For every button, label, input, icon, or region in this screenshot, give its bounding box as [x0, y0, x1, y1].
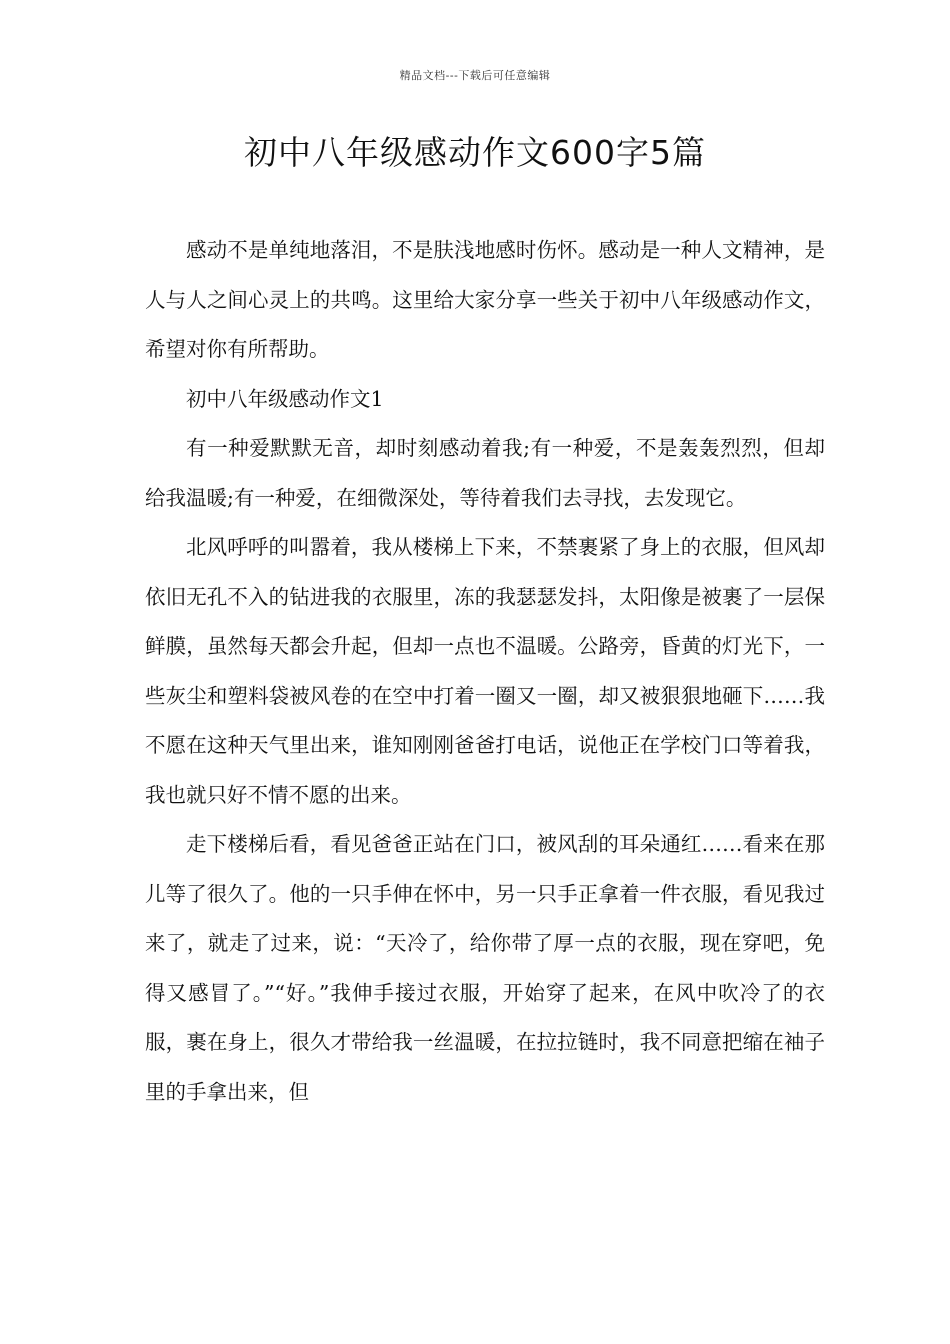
body-paragraph: 北风呼呼的叫嚣着，我从楼梯上下来，不禁裹紧了身上的衣服，但风却依旧无孔不入的钻进我的衣服里，冻的我瑟瑟发抖，太阳像是被裹了一层保鲜膜，虽然每天都会升起，但却一点也不温暖。公路旁，昏黄的灯光下，一些灰尘和塑料袋被风卷的在空中打着一圈又一圈，却又被狠狠地砸下……我不愿在这种天气里出来，谁知刚刚爸爸打电话，说他正在学校门口等着我，我也就只好不情不愿的出来。: [145, 535, 825, 807]
document-title: 初中八年级感动作文600字5篇: [244, 133, 706, 172]
body-paragraph: 走下楼梯后看，看见爸爸正站在门口，被风刮的耳朵通红……看来在那儿等了很久了。他的一只手伸在怀中，另一只手正拿着一件衣服，看见我过来了，就走了过来，说：“天冷了，给你带了厚一点的衣服，现在穿吧，免得又感冒了。”“好。”我伸手接过衣服，开始穿了起来，在风中吹冷了的衣服，裹在身上，很久才带给我一丝温暖，在拉拉链时，我不同意把缩在袖子里的手拿出来，但: [145, 832, 825, 1104]
body-paragraph: 有一种爱默默无音，却时刻感动着我;有一种爱，不是轰轰烈烈，但却给我温暖;有一种爱，在细微深处，等待着我们去寻找，去发现它。: [145, 436, 825, 510]
section-heading: 初中八年级感动作文1: [186, 386, 384, 411]
header-note: 精品文档---下载后可任意编辑: [399, 69, 551, 82]
intro-paragraph: 感动不是单纯地落泪，不是肤浅地感时伤怀。感动是一种人文精神，是人与人之间心灵上的共鸣。这里给大家分享一些关于初中八年级感动作文，希望对你有所帮助。: [145, 238, 825, 361]
document-body: [145, 226, 825, 1117]
